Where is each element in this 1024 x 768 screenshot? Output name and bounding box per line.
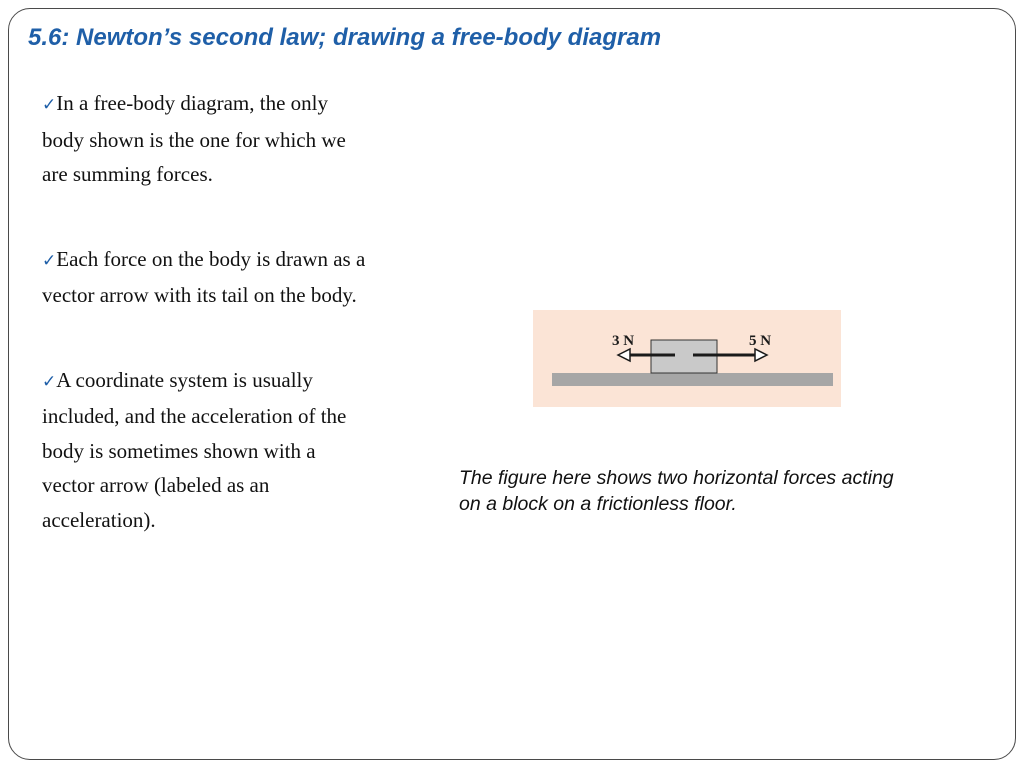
- figure-caption: The figure here shows two horizontal forces acting on a block on a frictionless floor.: [459, 467, 894, 515]
- bullet-list: [42, 86, 372, 537]
- bullet-item: [42, 363, 372, 538]
- free-body-diagram: [533, 310, 841, 407]
- left-force-arrowhead: [618, 349, 630, 361]
- checkmark-icon: ✓: [42, 250, 57, 271]
- bullet-text: In a free-body diagram, the only body shown is the one for which we are summing forces.: [42, 91, 346, 186]
- bullet-text: Each force on the body is drawn as a vector arrow with its tail on the body.: [42, 246, 366, 307]
- checkmark-icon: ✓: [42, 371, 57, 392]
- bullet-item: [42, 86, 372, 192]
- checkmark-icon: ✓: [42, 95, 57, 115]
- right-force-arrowhead: [755, 349, 767, 361]
- left-force-label: 3 N: [612, 333, 635, 349]
- free-body-figure: [533, 310, 841, 407]
- slide-title: 5.6: Newton’s second law; drawing a free-body diagram: [28, 24, 662, 51]
- floor: [552, 373, 833, 386]
- right-force-label: 5 N: [749, 333, 772, 349]
- bullet-item: [42, 242, 372, 313]
- bullet-text: A coordinate system is usually included, and the acceleration of the body is sometimes shown with a vector arrow (labeled as an acceleration).: [42, 367, 347, 532]
